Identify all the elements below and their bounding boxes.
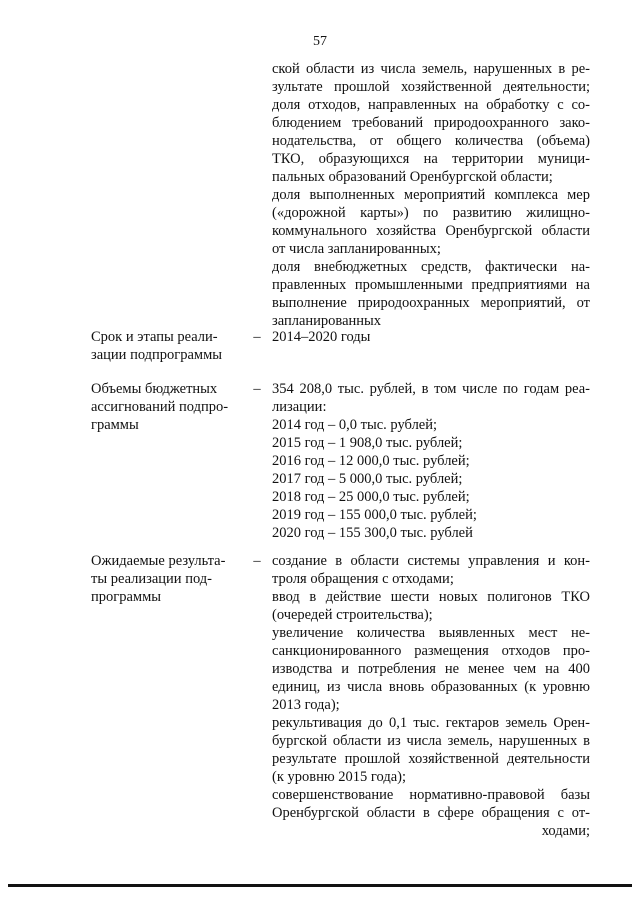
dash-glyph: – — [253, 329, 261, 345]
value-line: 354 208,0 тыс. рублей, в том числе по годам реа- — [272, 381, 590, 397]
results-label — [91, 552, 241, 606]
value-line: изводства и потребления не менее чем на 400 — [272, 661, 590, 677]
intro-text — [272, 60, 590, 330]
term-value — [272, 328, 590, 346]
text-line: правленных промышленными предприятиями на — [272, 277, 590, 293]
value-line: 2016 год – 12 000,0 тыс. рублей; — [272, 453, 470, 469]
value-line: 2015 год – 1 908,0 тыс. рублей; — [272, 435, 463, 451]
text-line: доля отходов, направленных на обработку с со- — [272, 97, 590, 113]
text-line: блюдением требований природоохранного зако- — [272, 115, 590, 131]
value-line: рекультивация до 0,1 тыс. гектаров земель Орен- — [272, 715, 590, 731]
value-line: 2020 год – 155 300,0 тыс. рублей — [272, 525, 473, 541]
value-line: троля обращения с отходами; — [272, 571, 454, 587]
page-number: 57 — [313, 34, 327, 49]
text-line: нодательства, от общего количества (объема) — [272, 133, 590, 149]
text-line: зультате прошлой хозяйственной деятельности; — [272, 79, 590, 95]
dash-glyph: – — [253, 381, 261, 397]
bottom-rule — [8, 884, 632, 887]
budget-value — [272, 380, 590, 542]
budget-dash — [251, 380, 263, 398]
value-line: совершенствование нормативно-правовой базы — [272, 787, 590, 803]
value-line: 2014 год – 0,0 тыс. рублей; — [272, 417, 438, 433]
value-line: (очередей строительства); — [272, 607, 433, 623]
value-line: ввод в действие шести новых полигонов ТКО — [272, 589, 590, 605]
value-line: увеличение количества выявленных мест не- — [272, 625, 590, 641]
budget-label — [91, 380, 241, 434]
term-label — [91, 328, 241, 364]
value-line: результате прошлой хозяйственной деятельности — [272, 751, 590, 767]
results-value — [272, 552, 590, 840]
value-line: (к уровню 2015 года); — [272, 769, 407, 785]
label-line: Срок и этапы реали- — [91, 329, 218, 345]
results-dash — [251, 552, 263, 570]
value-line: ходами; — [541, 823, 590, 839]
value-line: 2014–2020 годы — [272, 329, 371, 345]
text-line: от числа запланированных; — [272, 241, 441, 257]
value-line: 2017 год – 5 000,0 тыс. рублей; — [272, 471, 463, 487]
label-line: ты реализации под- — [91, 571, 212, 587]
label-line: Объемы бюджетных — [91, 381, 218, 397]
label-line: ассигнований подпро- — [91, 399, 229, 415]
label-line: Ожидаемые результа- — [91, 553, 226, 569]
value-line: единиц, из числа вновь образованных (к уровню — [272, 679, 590, 695]
value-line: 2013 года); — [272, 697, 340, 713]
term-dash — [251, 328, 263, 346]
text-line: коммунального хозяйства Оренбургской области — [272, 223, 590, 239]
text-line: выполнение природоохранных мероприятий, от — [272, 295, 590, 311]
text-line: ТКО, образующихся на территории муници- — [272, 151, 590, 167]
dash-glyph: – — [253, 553, 261, 569]
text-line: пальных образований Оренбургской области; — [272, 169, 553, 185]
value-line: санкционированного размещения отходов про- — [272, 643, 590, 659]
value-line: бургской области из числа земель, нарушенных в — [272, 733, 590, 749]
value-line: лизации: — [272, 399, 327, 415]
value-line: Оренбургской области в сфере обращения с от- — [272, 805, 590, 821]
text-line: («дорожной карты») по развитию жилищно- — [272, 205, 590, 221]
text-line: доля внебюджетных средств, фактически на- — [272, 259, 590, 275]
label-line: зации подпрограммы — [91, 347, 223, 363]
label-line: граммы — [91, 417, 139, 433]
value-line: 2019 год – 155 000,0 тыс. рублей; — [272, 507, 477, 523]
value-line: создание в области системы управления и кон- — [272, 553, 590, 569]
text-line: доля выполненных мероприятий комплекса мер — [272, 187, 590, 203]
value-line: 2018 год – 25 000,0 тыс. рублей; — [272, 489, 470, 505]
text-line: ской области из числа земель, нарушенных в ре- — [272, 61, 590, 77]
text-line: запланированных — [272, 313, 382, 329]
label-line: программы — [91, 589, 161, 605]
